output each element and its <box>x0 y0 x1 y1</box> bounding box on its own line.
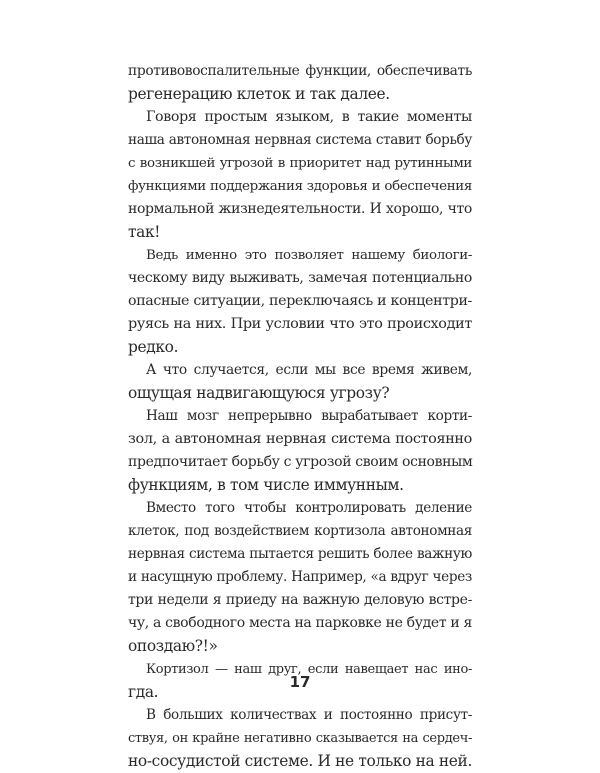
text-line: но-сосудистой системе. И не только на ней. <box>128 752 472 770</box>
text-line: предпочитает борьбу с угрозой своим основным <box>128 454 473 470</box>
text-line: так! <box>128 223 161 241</box>
text-line: чу, а свободного места на парковке не будет и я <box>128 615 472 631</box>
text-line: зол, а автономная нервная система постоянно <box>128 431 472 447</box>
text-line: опасные ситуации, переключаясь и концентри- <box>128 293 472 309</box>
text-line: с возникшей угрозой в приоритет над рутинными <box>128 156 472 171</box>
text-line: Ведь именно это позволяет нашему биологи- <box>146 248 472 263</box>
text-line: опоздаю?!» <box>128 637 218 655</box>
text-line: ствуя, он крайне негативно сказывается на сердеч- <box>128 731 472 746</box>
text-line: регенерацию клеток и так далее. <box>128 85 390 103</box>
text-line: функциям, в том числе иммунным. <box>128 476 404 494</box>
text-line: Говоря простым языком, в такие моменты <box>146 109 472 125</box>
text-line: три недели я приеду на важную деловую встре- <box>128 592 472 608</box>
text-line: функциями поддержания здоровья и обеспечения <box>128 179 472 194</box>
text-line: редко. <box>128 338 179 356</box>
text-line: нервная система пытается решить более важную <box>128 546 472 562</box>
text-line: В больших количествах и постоянно присут- <box>146 707 472 723</box>
text-line: ческому виду выживать, замечая потенциально <box>128 270 472 286</box>
text-line: Наш мозг непрерывно вырабатывает корти- <box>146 408 472 424</box>
page-number: 17 <box>289 673 311 691</box>
text-line: и насущную проблему. Например, «а вдруг через <box>128 569 472 585</box>
text-line: противовоспалительные функции, обеспечивать <box>128 63 472 79</box>
text-line: гда. <box>128 683 159 701</box>
body-text <box>128 60 472 773</box>
text-line: ощущая надвигающуюся угрозу? <box>128 384 390 402</box>
text-line: руясь на них. При условии что это происходит <box>128 316 472 332</box>
text-line: клеток, под воздействием кортизола автономная <box>128 523 472 539</box>
text-line: Кортизол — наш друг, если навещает нас ино- <box>146 662 472 677</box>
text-line: наша автономная нервная система ставит борьбу <box>128 132 472 148</box>
text-line: нормальной жизнедеятельности. И хорошо, что <box>128 201 472 217</box>
text-line: А что случается, если мы все время живем, <box>146 362 472 378</box>
text-line: Вместо того чтобы контролировать деление <box>146 500 472 516</box>
